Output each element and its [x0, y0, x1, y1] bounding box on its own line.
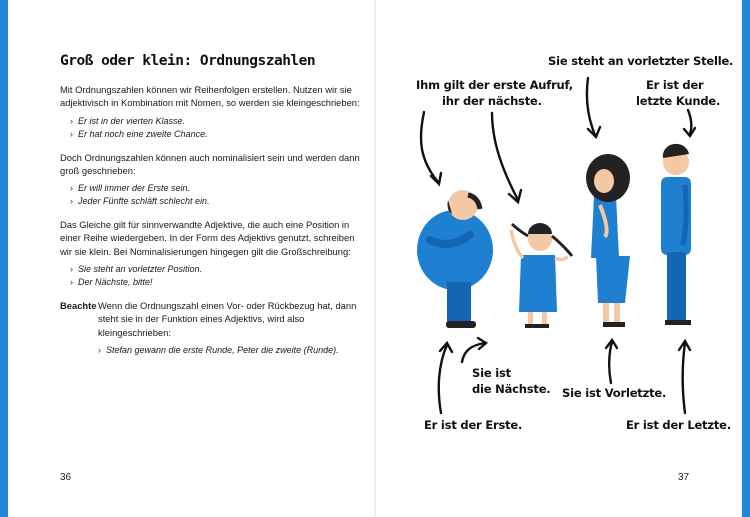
- arrow-from-letzte: [683, 343, 685, 413]
- arrow-to-man-4: [688, 110, 691, 134]
- note-label: Beachte: [60, 300, 97, 312]
- caption-sie-ist: Sie ist: [472, 366, 511, 380]
- example-item: › Er hat noch eine zweite Chance.: [70, 128, 360, 141]
- example-item: › Jeder Fünfte schläft schlecht ein.: [70, 195, 360, 208]
- caption-letzte-kunde: letzte Kunde.: [636, 94, 721, 108]
- arrow-to-woman: [587, 78, 595, 135]
- example-item: › Der Nächste, bitte!: [70, 276, 360, 289]
- page-title: Groß oder klein: Ordnungszahlen: [60, 53, 316, 69]
- paragraph-3: Das Gleiche gilt für sinnverwandte Adjektive, die auch eine Position in einer Reihe wiedergeben. In der Form des Adjektivs genutzt, schreiben wir sie klein. Bei Nominalisierungen hingegen gilt die Großschreibung:: [60, 219, 355, 257]
- paragraph-1: Mit Ordnungszahlen können wir Reihenfolgen erstellen. Nutzen wir sie adjektivisch in Kombination mit Nomen, so werden sie kleingeschrieben:: [60, 84, 360, 109]
- note-example: › Stefan gewann die erste Runde, Peter die zweite (Runde).: [98, 344, 360, 357]
- caption-der-erste: Er ist der Erste.: [424, 418, 523, 432]
- page-number-right: 37: [678, 472, 690, 483]
- example-item: › Sie steht an vorletzter Position.: [70, 263, 360, 276]
- caption-die-naechste: die Nächste.: [472, 382, 551, 396]
- figure-woman: [586, 154, 630, 327]
- caption-vorletzter-stelle: Sie steht an vorletzter Stelle.: [548, 54, 734, 68]
- paragraph-2: Doch Ordnungszahlen können auch nominalisiert sein und werden dann groß geschrieben:: [60, 151, 360, 176]
- arrow-from-erste: [439, 345, 447, 413]
- caption-erste-aufruf: Ihm gilt der erste Aufruf,: [416, 78, 573, 92]
- figure-big-man: [417, 190, 493, 328]
- arrow-from-vorletzte: [609, 342, 612, 383]
- arrow-to-girl: [492, 113, 518, 200]
- caption-der-letzte: Er ist der Letzte.: [626, 418, 731, 432]
- figure-tall-man: [661, 144, 691, 325]
- note-text: Wenn die Ordnungszahl einen Vor- oder Rückbezug hat, dann steht sie in der Funktion eines Adjektivs, wird also kleingeschrieben:: [98, 300, 357, 338]
- caption-er-ist-der: Er ist der: [646, 78, 704, 92]
- arrow-to-man-1: [421, 112, 438, 182]
- caption-vorletzte: Sie ist Vorletzte.: [562, 386, 667, 400]
- page-number-left: 36: [60, 472, 72, 483]
- caption-naechste: ihr der nächste.: [442, 94, 542, 108]
- figure-girl: [511, 223, 572, 328]
- example-item: › Er will immer der Erste sein.: [70, 182, 360, 195]
- example-item: › Er ist in der vierten Klasse.: [70, 115, 360, 128]
